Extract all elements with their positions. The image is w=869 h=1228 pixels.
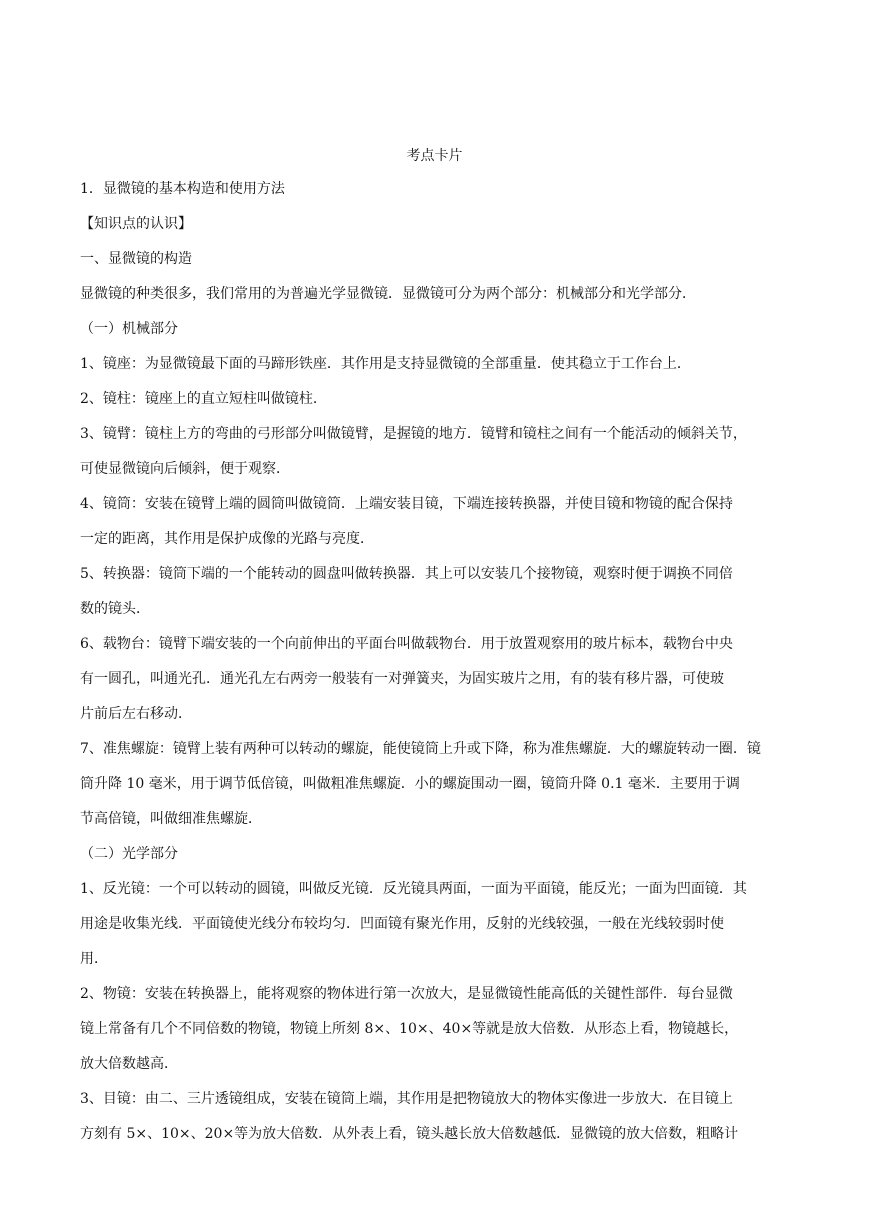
paragraph-line: 用途是收集光线．平面镜使光线分布较均匀．凹面镜有聚光作用，反射的光线较强，一般在光线较弱时使: [80, 916, 724, 932]
optical-item-3: [80, 1089, 792, 1145]
paragraph-line: 用．: [80, 951, 108, 967]
paragraph-line: 有一圆孔，叫通光孔．通光孔左右两旁一般装有一对弹簧夹，为固实玻片之用，有的装有移片器，可使玻: [80, 671, 724, 687]
paragraph-line: 4、镜筒：安装在镜臂上端的圆筒叫做镜筒．上端安装目镜，下端连接转换器，并使目镜和物镜的配合保持: [80, 496, 733, 512]
paragraph-line: 节高倍镜，叫做细准焦螺旋．: [80, 811, 262, 827]
paragraph-line: 5、转换器：镜筒下端的一个能转动的圆盘叫做转换器．其上可以安装几个接物镜，观察时便于调换不同倍: [80, 566, 733, 582]
paragraph-line: 6、载物台：镜臂下端安装的一个向前伸出的平面台叫做载物台．用于放置观察用的玻片标本，载物台中央: [80, 636, 733, 652]
paragraph-line: 7、准焦螺旋：镜臂上装有两种可以转动的螺旋，能使镜筒上升或下降，称为准焦螺旋．大的螺旋转动一圈．镜: [80, 741, 761, 757]
mechanical-item-7: [80, 739, 792, 830]
mechanical-item-1: [80, 354, 792, 375]
knowledge-heading: 【知识点的认识】: [80, 216, 192, 232]
paragraph-line: 2、物镜：安装在转换器上，能将观察的物体进行第一次放大，是显微镜性能高低的关键性部件．每台显微: [80, 986, 733, 1002]
document-title: 考点卡片: [406, 148, 463, 164]
document-body: [80, 179, 792, 1159]
paragraph-line: 1、镜座：为显微镜最下面的马蹄形铁座．其作用是支持显微镜的全部重量．使其稳立于工作台上．: [80, 356, 691, 372]
paragraph-line: 放大倍数越高．: [80, 1056, 178, 1072]
paragraph-line: 一定的距离，其作用是保护成像的光路与亮度．: [80, 531, 374, 547]
heading-1: 1．显微镜的基本构造和使用方法: [80, 181, 285, 197]
paragraph-line: 3、目镜：由二、三片透镜组成，安装在镜筒上端，其作用是把物镜放大的物体实像进一步放大．在目镜上: [80, 1091, 733, 1107]
paragraph-line: 筒升降 10 毫米，用于调节低倍镜，叫做粗准焦螺旋．小的螺旋围动一圈，镜筒升降 0.1 毫米．主要用于调: [80, 776, 740, 792]
paragraph-line: 1、反光镜：一个可以转动的圆镜，叫做反光镜．反光镜具两面，一面为平面镜，能反光；一面为凹面镜．其: [80, 881, 747, 897]
mechanical-item-3: [80, 424, 792, 480]
mechanical-item-6: [80, 634, 792, 725]
paragraph-line: 3、镜臂：镜柱上方的弯曲的弓形部分叫做镜臂，是握镜的地方．镜臂和镜柱之间有一个能活动的倾斜关节，: [80, 426, 747, 442]
paragraph-line: 2、镜柱：镜座上的直立短柱叫做镜柱．: [80, 391, 327, 407]
paragraph-line: 方刻有 5×、10×、20×等为放大倍数．从外表上看，镜头越长放大倍数越低．显微镜的放大倍数，粗略计: [80, 1126, 739, 1142]
mechanical-item-4: [80, 494, 792, 550]
optical-item-2: [80, 984, 792, 1075]
mechanical-heading: （一）机械部分: [80, 321, 178, 337]
optical-item-1: [80, 879, 792, 970]
mechanical-item-5: [80, 564, 792, 620]
optical-heading: （二）光学部分: [80, 846, 178, 862]
paragraph-line: 镜上常备有几个不同倍数的物镜，物镜上所刻 8×、10×、40×等就是放大倍数．从形态上看，物镜越长，: [80, 1021, 739, 1037]
mechanical-item-2: [80, 389, 792, 410]
paragraph-line: 数的镜头．: [80, 601, 150, 617]
paragraph-line: 可使显微镜向后倾斜，便于观察．: [80, 461, 290, 477]
section-heading-structure: 一、显微镜的构造: [80, 251, 192, 267]
intro-paragraph: 显微镜的种类很多，我们常用的为普遍光学显微镜．显微镜可分为两个部分：机械部分和光学部分．: [80, 286, 696, 302]
paragraph-line: 片前后左右移动．: [80, 706, 192, 722]
